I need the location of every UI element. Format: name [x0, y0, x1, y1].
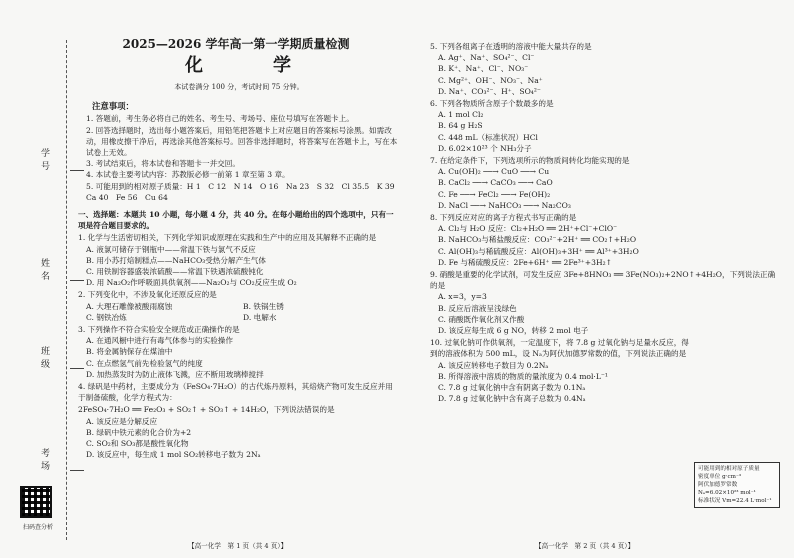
question-option: C. 448 mL（标准状况）HCl [438, 132, 538, 142]
reference-line: 阿伏加德罗常数 [698, 482, 738, 488]
notice-item: 1. 答题前，考生务必将自己的姓名、考生号、考场号、座位号填写在答题卡上。 [86, 114, 354, 124]
question-option: A. Ag⁺、Na⁺、SO₄²⁻、Cl⁻ [438, 53, 535, 63]
page-footer-right: 【高一化学 第 2 页（共 4 页）】 [535, 542, 635, 550]
question-option-row [78, 312, 400, 323]
qr-caption: 扫码查分析 [22, 524, 53, 531]
question-option: C. 在点燃氢气前先检验氢气的纯度 [86, 358, 203, 368]
question-option: D. 该反应每生成 6 g NO，转移 2 mol 电子 [438, 326, 589, 336]
question-option: A. 液氯可储存于钢瓶中——常温下铁与氯气不反应 [86, 244, 256, 254]
binding-label-exam-room: 考场 [39, 448, 49, 474]
notice-item: 3. 考试结束后，将本试卷和答题卡一并交回。 [86, 159, 240, 169]
exam-meta: 本试卷满分 100 分，考试时间 75 分钟。 [174, 83, 304, 91]
right-column [430, 40, 782, 405]
question-stem: 8. 下列反应对应的离子方程式书写正确的是 [430, 213, 577, 223]
question-option: C. 7.8 g 过氧化钠中含有阴离子数为 0.1Nₐ [438, 383, 586, 393]
question-option: A. 大理石雕像被酸雨腐蚀 [86, 301, 173, 311]
reference-line: 可能用到的相对原子质量 [698, 466, 760, 472]
binding-label-class: 班级 [39, 346, 49, 372]
question-option: B. 64 g H₂S [438, 121, 483, 131]
question-option: D. 用 Na₂O₂作呼吸面具供氧剂——Na₂O₂与 CO₂反应生成 O₂ [86, 278, 297, 288]
question-option: C. Fe ──→ FeCl₂ ──→ Fe(OH)₂ [438, 189, 551, 199]
question-option: D. Fe 与稀硫酸反应：2Fe+6H⁺ ══ 2Fe³⁺+3H₂↑ [438, 257, 612, 267]
question-option: B. K⁺、Na⁺、Cl⁻、NO₃⁻ [438, 64, 529, 74]
page-footer-left: 【高一化学 第 1 页（共 4 页）】 [188, 542, 288, 550]
notice-title: 注意事项： [92, 101, 134, 112]
section-heading: 一、选择题：本题共 10 小题，每小题 4 分，共 40 分。在每小题给出的四个选项中，只有一项是符合题目要求的。 [78, 210, 394, 231]
left-column [78, 36, 403, 461]
question-stem: 2. 下列变化中，不涉及氧化还原反应的是 [78, 290, 217, 300]
question-option: B. 用小苏打焙制糕点——NaHCO₃受热分解产生气体 [86, 255, 266, 265]
question-option: C. Al(OH)₃与稀硫酸反应：Al(OH)₃+3H⁺ ══ Al³⁺+3H₂O [438, 246, 639, 256]
qr-code-icon[interactable] [20, 486, 52, 518]
question-option: D. 该反应中，每生成 1 mol SO₂转移电子数为 2Nₐ [86, 450, 261, 460]
exam-subject: 化 学 [185, 55, 317, 76]
question-stem: 10. 过氧化钠可作供氧剂，一定温度下，将 7.8 g 过氧化钠与足量水反应，得到的溶液体积为 500 mL，设 Nₐ为阿伏加德罗常数的值，下列说法正确的是 [430, 338, 689, 359]
question-option-row [78, 301, 400, 312]
reference-line: 密度单位 g·cm⁻³ [698, 474, 742, 480]
question-option: B. CaCl₂ ──→ CaCO₃ ──→ CaO [438, 178, 553, 188]
question-stem: 4. 绿矾是中药材，主要成分为（FeSO₄·7H₂O）的古代炼丹原料，其焙烧产物可发生反应并用于制备硫酸，化学方程式为： [78, 382, 393, 403]
binding-strip [8, 20, 82, 540]
question-option: A. 该反应是分解反应 [86, 416, 158, 426]
question-option: C. 硝酸既作氧化剂又作酸 [438, 314, 525, 324]
question-stem: 1. 化学与生活密切相关，下列化学知识或原理在实践和生产中的应用及其解释不正确的是 [78, 233, 377, 243]
notice-item: 2. 回答选择题时，选出每小题答案后，用铅笔把答题卡上对应题目的答案标号涂黑。如需改动，用橡皮擦干净后，再选涂其他答案标号。回答非选择题时，将答案写在答题卡上，写在本试卷上无效。 [86, 125, 398, 158]
question-option: A. x=3，y=3 [438, 292, 487, 302]
question-option: D. 电解水 [243, 312, 277, 322]
reference-data-box [694, 462, 780, 508]
notice-item: 5. 可能用到的相对原子质量：H 1 C 12 N 14 O 16 Na 23 S 32 Cl 35.5 K 39 Ca 40 Fe 56 Cu 64 [86, 181, 403, 202]
question-option: C. 钢铁冶炼 [86, 312, 127, 322]
question-equation: 2FeSO₄·7H₂O ══ Fe₂O₃ + SO₂↑ + SO₃↑ + 14H₂O，下列说法错误的是 [78, 405, 335, 415]
question-stem: 6. 下列各物质所含原子个数最多的是 [430, 99, 554, 109]
question-option: C. 用铁制容器盛装浓硫酸——常温下铁遇浓硫酸钝化 [86, 267, 264, 277]
question-option: D. Na⁺、CO₃²⁻、H⁺、SO₄²⁻ [438, 86, 541, 96]
reference-line: Nₐ=6.02×10²³ mol⁻¹ [698, 490, 756, 496]
question-option: A. 在通风橱中进行有毒气体参与的实验操作 [86, 336, 233, 346]
binding-label-student-id: 学号 [39, 148, 49, 174]
exam-title: 2025—2026 学年高一第一学期质量检测 [122, 37, 350, 51]
question-stem: 3. 下列操作不符合实验安全规范或正确操作的是 [78, 325, 240, 335]
question-option: D. NaCl ──→ NaHCO₃ ──→ Na₂CO₃ [438, 200, 571, 210]
question-option: B. NaHCO₃与稀盐酸反应：CO₃²⁻+2H⁺ ══ CO₂↑+H₂O [438, 235, 637, 245]
binding-dashed-line [66, 40, 67, 540]
question-stem: 5. 下列各组离子在透明的溶液中能大量共存的是 [430, 42, 592, 51]
question-option: C. SO₂和 SO₃都是酸性氧化物 [86, 439, 189, 449]
question-option: B. 反应后溶液呈浅绿色 [438, 303, 517, 313]
notice-item: 4. 本试卷主要考试内容：苏教版必修一前第 1 章至第 3 章。 [86, 170, 290, 180]
question-option: A. 该反应转移电子数目为 0.2Nₐ [438, 360, 549, 370]
binding-label-name: 姓名 [39, 258, 49, 284]
question-stem: 7. 在给定条件下，下列选项所示的物质间转化均能实现的是 [430, 156, 630, 166]
question-option: B. 铁锅生锈 [243, 301, 284, 311]
question-option: D. 6.02×10²³ 个 NH₃分子 [438, 143, 532, 153]
question-option: C. Mg²⁺、OH⁻、NO₃⁻、Na⁺ [438, 75, 543, 85]
reference-line: 标准状况 Vm=22.4 L·mol⁻¹ [698, 498, 772, 504]
question-option: D. 7.8 g 过氧化钠中含有离子总数为 0.4Nₐ [438, 394, 586, 404]
question-option: B. 将金属钠保存在煤油中 [86, 347, 173, 357]
question-option: A. Cu(OH)₂ ──→ CuO ──→ Cu [438, 167, 550, 177]
question-option: B. 所得溶液中溶质的物质的量浓度为 0.4 mol·L⁻¹ [438, 371, 608, 381]
question-option: A. Cl₂与 H₂O 反应：Cl₂+H₂O ══ 2H⁺+Cl⁻+ClO⁻ [438, 224, 618, 234]
question-option: D. 加热蒸发时为防止液体飞溅，应不断用玻璃棒搅拌 [86, 369, 264, 379]
binding-fill-line [70, 470, 84, 471]
question-option: B. 绿矾中铁元素的化合价为+2 [86, 427, 192, 437]
question-stem: 9. 硝酸是重要的化学试剂，可发生反应 3Fe+8HNO₃ ══ 3Fe(NO₃)₂+2NO↑+4H₂O，下列说法正确的是 [430, 270, 776, 291]
question-option: A. 1 mol Cl₂ [438, 110, 484, 120]
